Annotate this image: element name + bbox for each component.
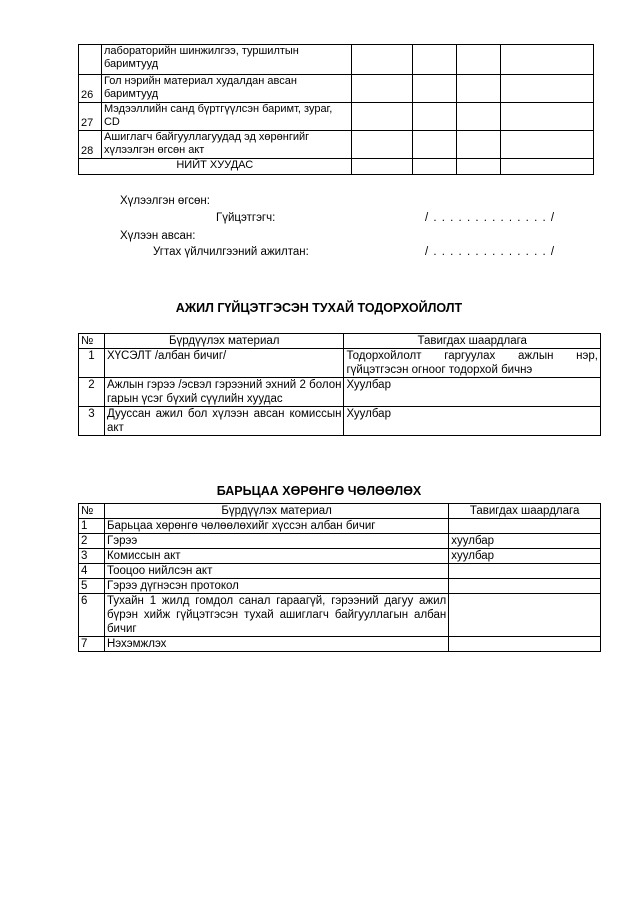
service-staff-signature-line: / . . . . . . . . . . . . . . / <box>425 246 556 258</box>
row-number: 6 <box>79 594 105 637</box>
collateral-release-table <box>78 503 601 652</box>
material-cell: Комиссын акт <box>104 549 448 564</box>
document-name: лабораторийн шинжилгээ, туршилтын баримтууд <box>101 45 351 75</box>
table-row <box>79 378 601 407</box>
row-number: 3 <box>79 549 105 564</box>
header-material: Бүрдүүлэх материал <box>104 334 344 349</box>
row-number: 2 <box>79 378 105 407</box>
requirement-cell <box>449 519 601 534</box>
material-cell: Гэрээ дүгнэсэн протокол <box>104 579 448 594</box>
total-row <box>79 159 594 175</box>
material-cell: Нэхэмжлэх <box>104 637 448 652</box>
document-name: Мэдээллийн санд бүртгүүлсэн баримт, зураг, CD <box>101 103 351 131</box>
document-name: Ашиглагч байгууллагуудад эд хөрөнгийг хүлээлгэн өгсөн акт <box>101 131 351 159</box>
material-cell: Гэрээ <box>104 534 448 549</box>
table-header-row <box>79 334 601 349</box>
row-number: 4 <box>79 564 105 579</box>
executor-label: Гүйцэтгэгч: <box>216 212 276 224</box>
header-number: № <box>79 504 105 519</box>
requirement-cell <box>449 594 601 637</box>
section-title-collateral-release: БАРЬЦАА ХӨРӨНГӨ ЧӨЛӨӨЛӨХ <box>216 484 422 498</box>
row-number: 27 <box>79 103 102 131</box>
table-row <box>79 45 594 75</box>
table-row <box>79 594 601 637</box>
header-number: № <box>79 334 105 349</box>
row-number: 26 <box>79 75 102 103</box>
header-requirement: Тавигдах шаардлага <box>344 334 601 349</box>
material-cell: ХҮСЭЛТ /албан бичиг/ <box>104 349 344 378</box>
row-number: 7 <box>79 637 105 652</box>
document-name: Гол нэрийн материал худалдан авсан баримтууд <box>101 75 351 103</box>
table-row <box>79 75 594 103</box>
table-row <box>79 103 594 131</box>
row-number: 28 <box>79 131 102 159</box>
requirement-cell: Тодорхойлолт гаргуулах ажлын нэр, гүйцэтгэсэн огноог тодорхой бичнэ <box>344 349 601 378</box>
table-row <box>79 637 601 652</box>
requirement-cell <box>449 579 601 594</box>
total-label: НИЙТ ХУУДАС <box>79 159 352 175</box>
table-row <box>79 534 601 549</box>
requirement-cell: Хуулбар <box>344 378 601 407</box>
table-row <box>79 579 601 594</box>
header-requirement: Тавигдах шаардлага <box>449 504 601 519</box>
row-number: 3 <box>79 407 105 436</box>
handed-over-label: Хүлээлгэн өгсөн: <box>120 195 210 207</box>
material-cell: Тухайн 1 жилд гомдол санал гараагүй, гэрээний дагуу ажил бүрэн хийж гүйцэтгэсэн тухай ашиглагч байгууллагын албан бичиг <box>104 594 448 637</box>
material-cell: Барьцаа хөрөнгө чөлөөлөхийг хүссэн албан бичиг <box>104 519 448 534</box>
header-material: Бүрдүүлэх материал <box>104 504 448 519</box>
requirement-cell: хуулбар <box>449 549 601 564</box>
requirement-cell: хуулбар <box>449 534 601 549</box>
row-number: 2 <box>79 534 105 549</box>
service-staff-label: Угтах үйлчилгээний ажилтан: <box>153 246 309 258</box>
requirement-cell <box>449 637 601 652</box>
table-row <box>79 349 601 378</box>
executor-signature-line: / . . . . . . . . . . . . . . / <box>425 212 556 224</box>
table-row <box>79 564 601 579</box>
row-number: 1 <box>79 519 105 534</box>
inventory-table <box>78 44 594 175</box>
row-number: 1 <box>79 349 105 378</box>
material-cell: Дууссан ажил бол хүлээн авсан комиссын акт <box>104 407 344 436</box>
table-row <box>79 549 601 564</box>
table-header-row <box>79 504 601 519</box>
received-label: Хүлээн авсан: <box>120 230 196 242</box>
row-number <box>79 45 102 75</box>
table-row <box>79 519 601 534</box>
material-cell: Тооцоо нийлсэн акт <box>104 564 448 579</box>
material-cell: Ажлын гэрээ /эсвэл гэрээний эхний 2 болон гарын үсэг бүхий сүүлийн хуудас <box>104 378 344 407</box>
work-certificate-table <box>78 333 601 436</box>
section-title-work-certificate: АЖИЛ ГҮЙЦЭТГЭСЭН ТУХАЙ ТОДОРХОЙЛОЛТ <box>175 301 463 315</box>
table-row <box>79 407 601 436</box>
requirement-cell: Хуулбар <box>344 407 601 436</box>
requirement-cell <box>449 564 601 579</box>
table-row <box>79 131 594 159</box>
row-number: 5 <box>79 579 105 594</box>
